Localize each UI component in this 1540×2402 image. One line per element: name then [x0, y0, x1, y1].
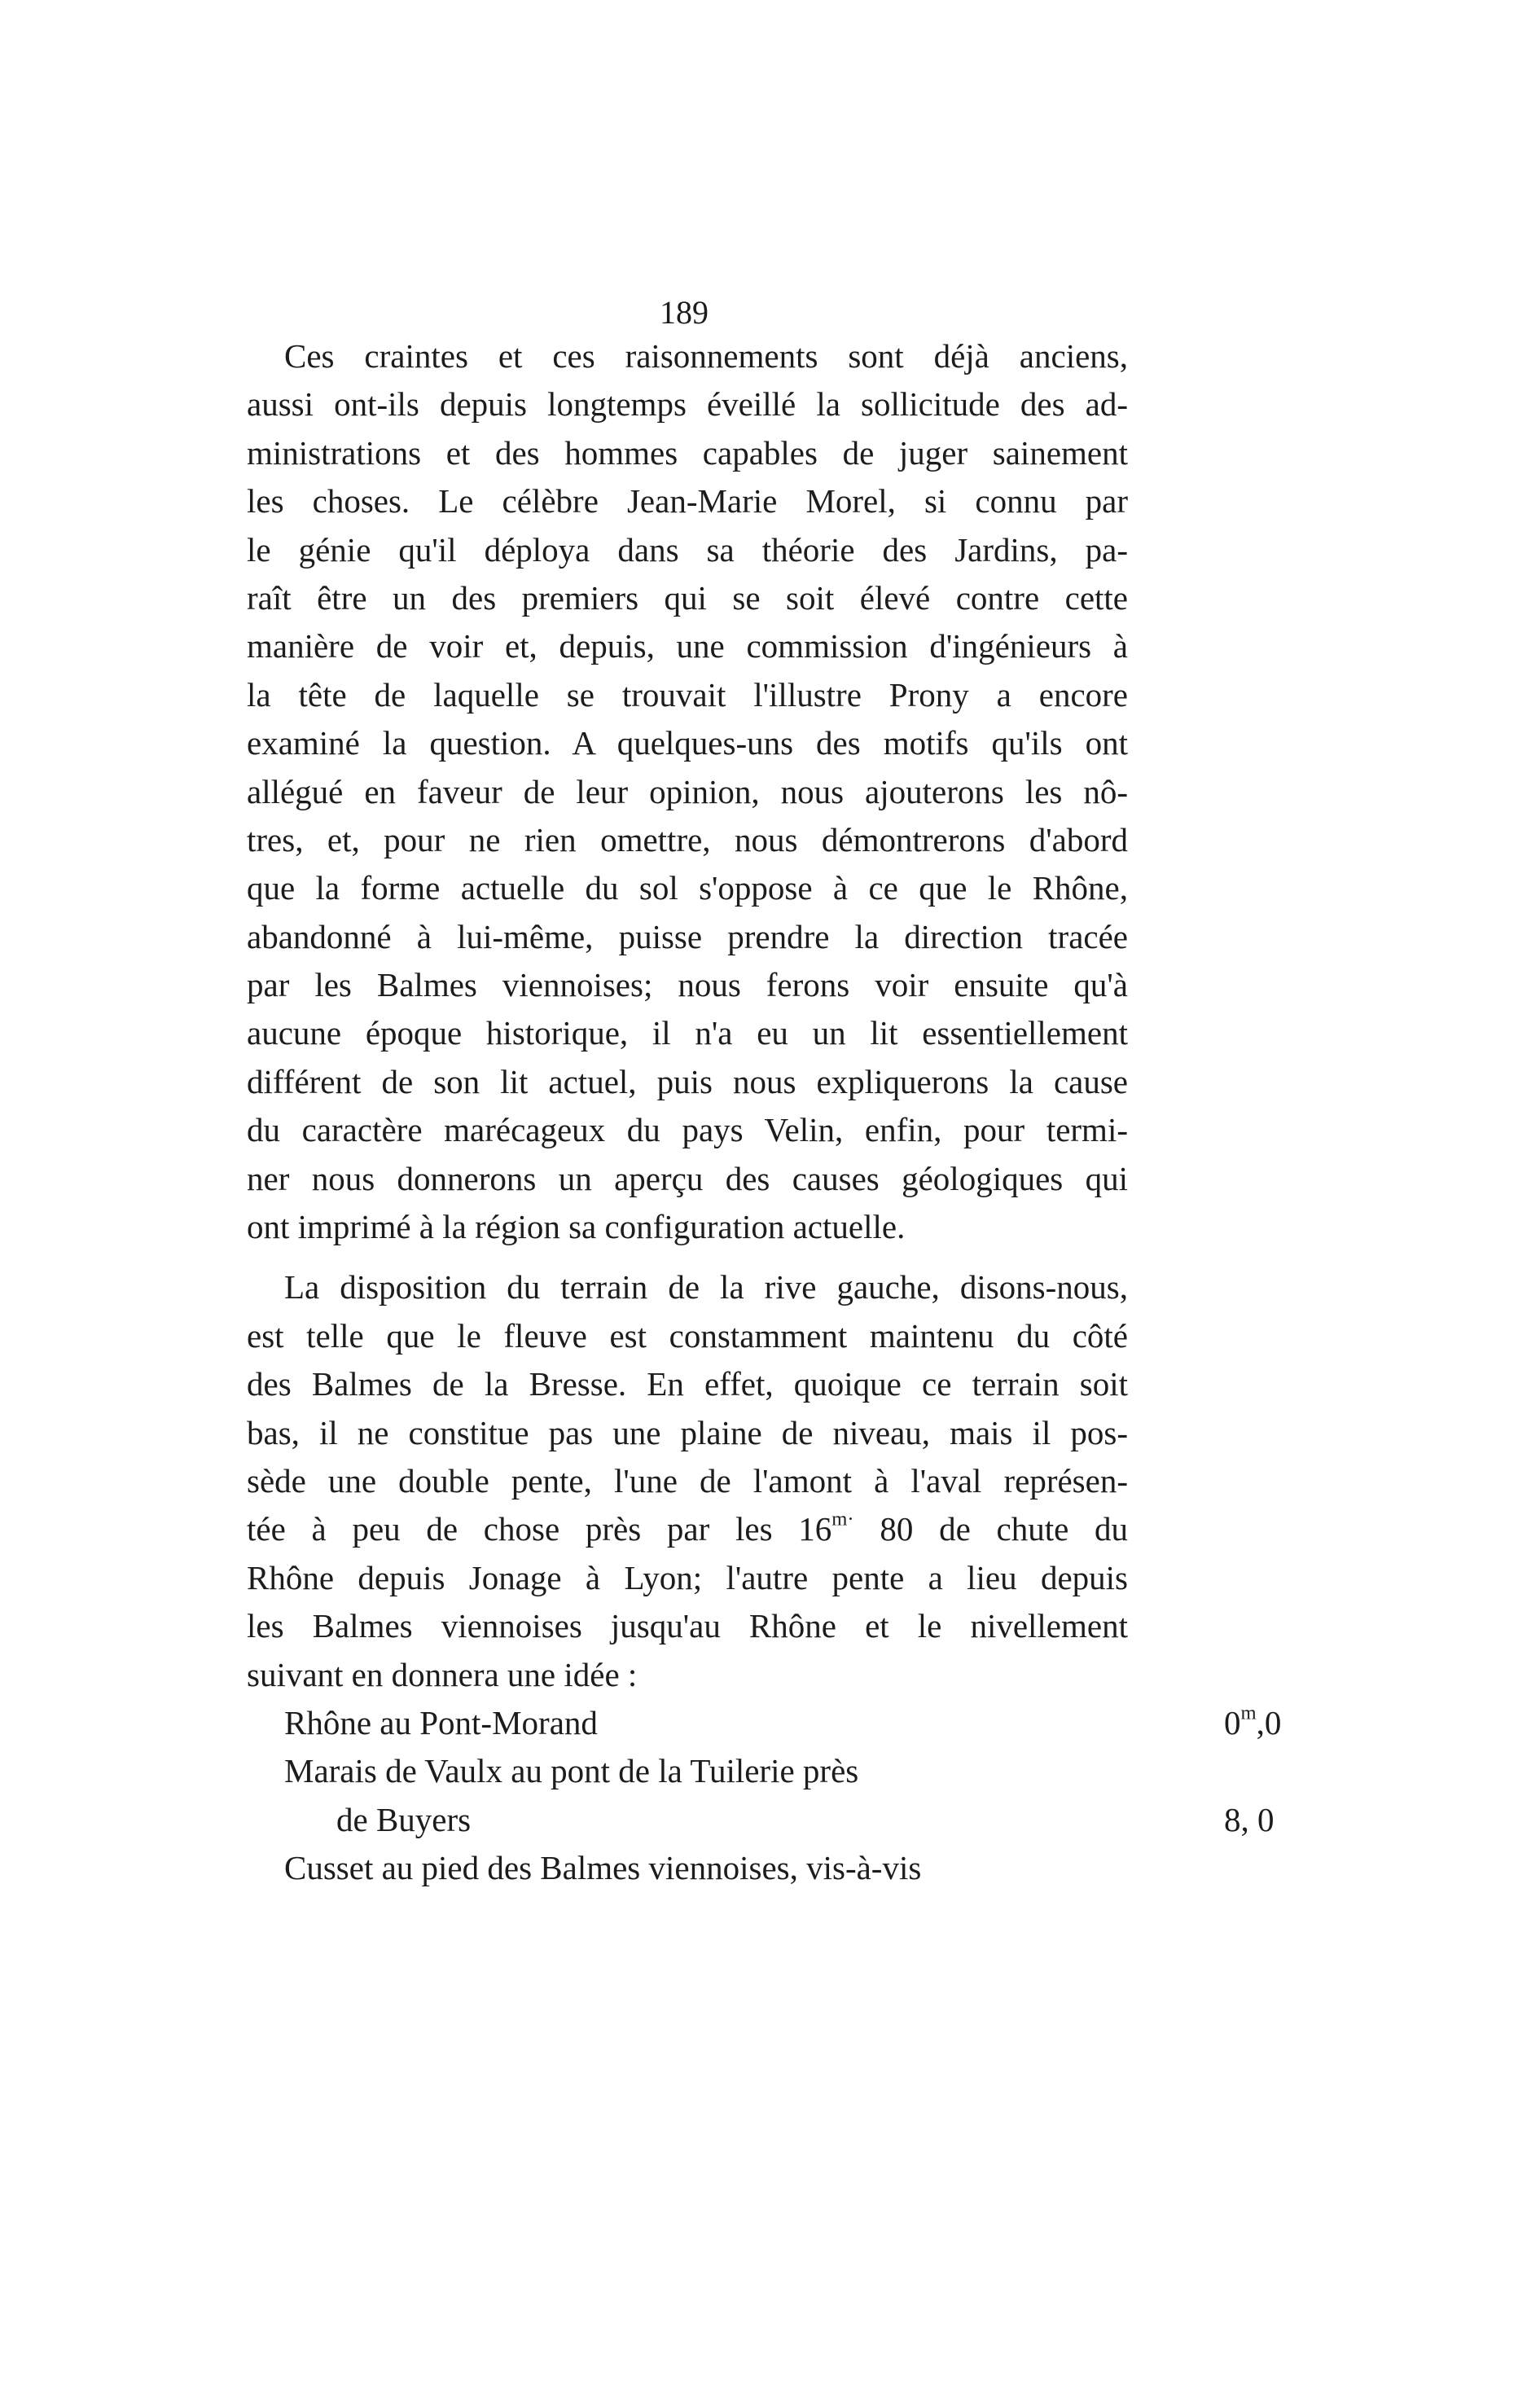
- table-row: [247, 1699, 1282, 1747]
- value-decimal: ,0: [1256, 1703, 1282, 1741]
- text-line: Rhône depuis Jonage à Lyon; l'autre pente a lieu depuis: [247, 1558, 1128, 1596]
- text-line: allégué en faveur de leur opinion, nous ajouterons les nô-: [247, 772, 1128, 810]
- text-line: les choses. Le célèbre Jean-Marie Morel, si connu par: [247, 482, 1128, 520]
- paragraph-2: [247, 1263, 1128, 1699]
- paragraph-1: [247, 332, 1128, 1251]
- text-segment: tée à peu de chose près par les 16: [247, 1510, 832, 1548]
- row-label: Cusset au pied des Balmes viennoises, vis-à-vis: [284, 1849, 922, 1887]
- text-line: examiné la question. A quelques-uns des motifs qu'ils ont: [247, 724, 1128, 762]
- text-block: [247, 332, 1282, 1893]
- text-line: par les Balmes viennoises; nous ferons voir ensuite qu'à: [247, 966, 1128, 1004]
- table-row: [247, 1747, 1128, 1795]
- row-label: de Buyers: [336, 1800, 472, 1838]
- row-label: Rhône au Pont-Morand: [284, 1703, 598, 1741]
- row-label: Marais de Vaulx au pont de la Tuilerie près: [284, 1752, 859, 1790]
- text-segment: 80 de chute du: [853, 1510, 1129, 1548]
- text-line: du caractère marécageux du pays Velin, enfin, pour termi-: [247, 1111, 1128, 1149]
- text-line: les Balmes viennoises jusqu'au Rhône et le nivellement: [247, 1607, 1128, 1645]
- text-line: La disposition du terrain de la rive gauche, disons-nous,: [284, 1268, 1128, 1306]
- text-line: la tête de laquelle se trouvait l'illustre Prony a encore: [247, 675, 1128, 714]
- text-line: tres, et, pour ne rien omettre, nous démontrerons d'abord: [247, 820, 1128, 858]
- value-number: 0: [1224, 1703, 1241, 1741]
- text-line: que la forme actuelle du sol s'oppose à ce que le Rhône,: [247, 869, 1128, 907]
- table-row: [247, 1844, 1128, 1892]
- text-line: aucune époque historique, il n'a eu un lit essentiellement: [247, 1014, 1128, 1052]
- text-line: sède une double pente, l'une de l'amont à l'aval représen-: [247, 1461, 1128, 1500]
- text-line: bas, il ne constitue pas une plaine de niveau, mais il pos-: [247, 1413, 1128, 1451]
- levelling-table: [247, 1699, 1282, 1893]
- text-line: aussi ont-ils depuis longtemps éveillé la sollicitude des ad-: [247, 385, 1128, 424]
- text-line: des Balmes de la Bresse. En effet, quoique ce terrain soit: [247, 1365, 1128, 1403]
- text-line: raît être un des premiers qui se soit élevé contre cette: [247, 578, 1128, 617]
- row-value: [1224, 1699, 1281, 1747]
- page-number: 189: [660, 294, 709, 331]
- text-line: abandonné à lui-même, puisse prendre la direction tracée: [247, 917, 1128, 955]
- text-line: suivant en donnera une idée :: [247, 1655, 638, 1693]
- text-line: ont imprimé à la région sa configuration actuelle.: [247, 1208, 906, 1246]
- table-row: [247, 1796, 1275, 1844]
- text-line-with-superscript: [247, 1505, 1128, 1553]
- text-line: ministrations et des hommes capables de juger sainement: [247, 433, 1128, 472]
- unit-superscript: m·: [831, 1508, 854, 1530]
- text-line: différent de son lit actuel, puis nous expliquerons la cause: [247, 1062, 1128, 1100]
- value-unit: m: [1240, 1702, 1257, 1724]
- text-line: ner nous donnerons un aperçu des causes géologiques qui: [247, 1159, 1128, 1197]
- text-line: est telle que le fleuve est constamment maintenu du côté: [247, 1316, 1128, 1355]
- text-line: manière de voir et, depuis, une commission d'ingénieurs à: [247, 627, 1128, 665]
- text-line: le génie qu'il déploya dans sa théorie des Jardins, pa-: [247, 530, 1128, 569]
- text-line: Ces craintes et ces raisonnements sont déjà anciens,: [284, 337, 1128, 375]
- row-value: 8, 0: [1224, 1800, 1275, 1838]
